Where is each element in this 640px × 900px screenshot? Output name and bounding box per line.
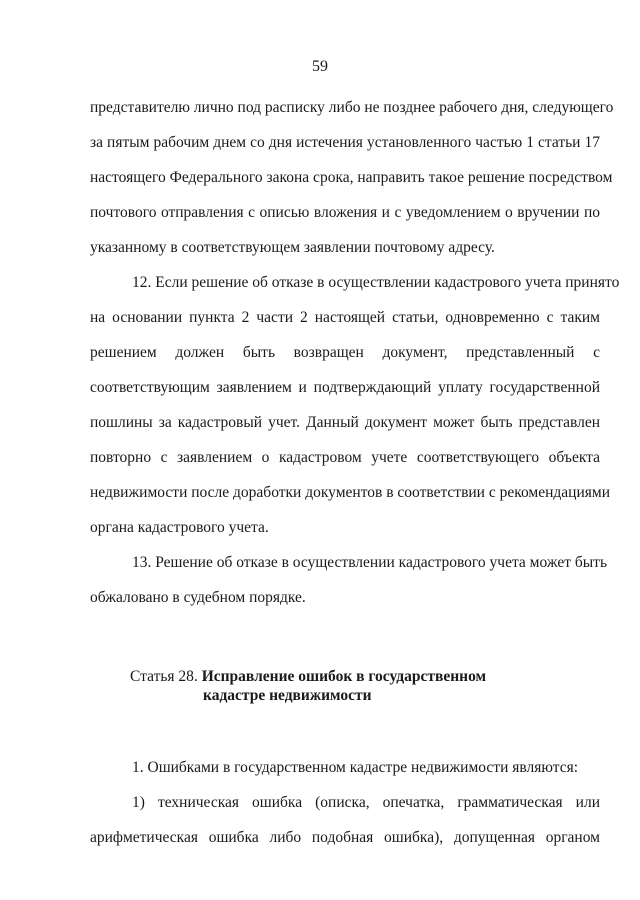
text-line: повторно с заявлением о кадастровом учете соответствующего объекта <box>90 449 600 466</box>
text-line: 12. Если решение об отказе в осуществлении кадастрового учета принято <box>132 274 620 291</box>
text-line: соответствующим заявлением и подтверждающий уплату государственной <box>90 379 600 396</box>
text-line: решением должен быть возвращен документ, представленный с <box>90 344 600 361</box>
text-line: настоящего Федерального закона срока, направить такое решение посредством <box>90 169 613 186</box>
text-line: пошлины за кадастровый учет. Данный документ может быть представлен <box>90 414 600 431</box>
paragraph-12 <box>90 265 620 545</box>
paragraph-continuation <box>90 90 614 265</box>
text-line: представителю лично под расписку либо не позднее рабочего дня, следующего <box>90 99 614 116</box>
text-line: указанному в соответствующем заявлении почтовому адресу. <box>90 239 495 256</box>
text-line: 13. Решение об отказе в осуществлении кадастрового учета может быть <box>132 554 608 571</box>
paragraph-13 <box>90 545 608 615</box>
article-title: Исправление ошибок в государственном <box>201 668 487 685</box>
text-line: органа кадастрового учета. <box>90 519 269 536</box>
spacer <box>90 615 600 667</box>
article-paragraph-1 <box>90 750 600 855</box>
article-title-continuation: кадастре недвижимости <box>203 687 372 704</box>
article-number: Статья 28. <box>130 668 198 685</box>
text-line: обжаловано в судебном порядке. <box>90 589 306 606</box>
page-number: 59 <box>312 58 328 75</box>
text-line: за пятым рабочим днем со дня истечения установленного частью 1 статьи 17 <box>90 134 600 151</box>
text-line: почтового отправления с описью вложения и с уведомлением о вручении по <box>90 204 600 221</box>
text-line: на основании пункта 2 части 2 настоящей статьи, одновременно с таким <box>90 309 600 326</box>
text-line: 1) техническая ошибка (описка, опечатка, грамматическая или <box>132 794 600 811</box>
article-heading <box>90 667 600 705</box>
document-body <box>90 90 620 855</box>
text-line: недвижимости после доработки документов в соответствии с рекомендациями <box>90 484 611 501</box>
text-line: 1. Ошибками в государственном кадастре недвижимости являются: <box>132 759 579 776</box>
text-line: арифметическая ошибка либо подобная ошибка), допущенная органом <box>90 829 600 846</box>
spacer <box>90 705 600 750</box>
